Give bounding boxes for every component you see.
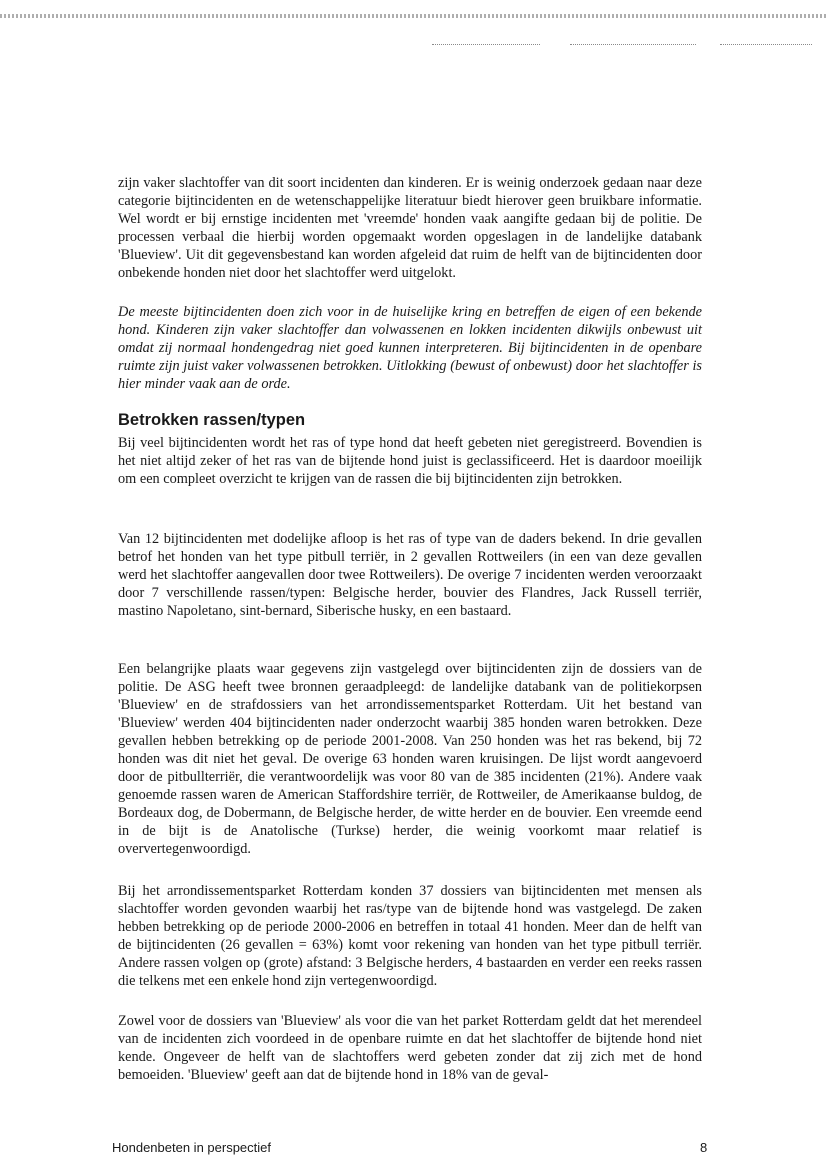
paragraph-1: zijn vaker slachtoffer van dit soort incidenten dan kinderen. Er is weinig onderzoek gedaan naar deze categorie bijtincidenten en de wetenschappelijke literatuur biedt hierover geen bruikbare informatie. Wel wordt er bij ernstige incidenten met 'vreemde' honden vaak aangifte gedaan bij de politie. De processen verbaal die hierbij worden opgemaakt worden opgeslagen in de landelijke databank 'Blueview'. Uit dit gegevensbestand kan worden afgeleid dat ruim de helft van de bijtincidenten door onbekende honden niet door het slachtoffer werd uitgelokt.: [118, 175, 702, 281]
header-rule-2: [570, 44, 696, 46]
footer-document-title: Hondenbeten in perspectief: [112, 1140, 272, 1155]
header-rule-3: [720, 44, 812, 46]
paragraph-3: Bij veel bijtincidenten wordt het ras of type hond dat heeft gebeten niet geregistreerd. Bovendien is het niet altijd zeker of het ras van de bijtende hond juist is geclassificeerd. Het is daardoor moeilijk om een compleet overzicht te krijgen van de rassen die bij bijtincidenten zijn betrokken.: [118, 435, 702, 487]
scan-edge-artifact: [0, 14, 826, 18]
paragraph-4: Van 12 bijtincidenten met dodelijke afloop is het ras of type van de daders bekend. In drie gevallen betrof het honden van het type pitbull terriër, in 2 gevallen Rottweilers (in een van deze gevallen werd het slachtoffer aangevallen door twee Rottweilers). De overige 7 incidenten werden veroorzaakt door 7 verschillende rassen/typen: Belgische herder, bouvier des Flandres, Jack Russell terriër, mastino Napoletano, sint-bernard, Siberische husky, en een bastaard.: [118, 531, 702, 619]
summary-paragraph: De meeste bijtincidenten doen zich voor in de huiselijke kring en betreffen de eigen of een bekende hond. Kinderen zijn vaker slachtoffer dan volwassenen en lokken incidenten dikwijls onbewust uit omdat zij normaal hondengedrag niet goed kunnen interpreteren. Bij bijtincidenten in de openbare ruimte zijn juist vaker volwassenen betrokken. Uitlokking (bewust of onbewust) door het slachtoffer is hier minder vaak aan de orde.: [118, 304, 702, 392]
section-heading: Betrokken rassen/typen: [118, 411, 306, 429]
footer-page-number: 8: [700, 1140, 708, 1155]
paragraph-6: Bij het arrondissementsparket Rotterdam konden 37 dossiers van bijtincidenten met mensen als slachtoffer worden gevonden waarbij het ras/type van de bijtende hond was vastgelegd. De zaken hebben betrekking op de periode 2000-2006 en betreffen in totaal 41 honden. Meer dan de helft van de bijtincidenten (26 gevallen = 63%) komt voor rekening van honden van het type pitbull terriër. Andere rassen volgen op (grote) afstand: 3 Belgische herders, 4 bastaarden en verder een reeks rassen die telkens met een enkele hond zijn vertegenwoordigd.: [118, 883, 702, 989]
header-rule-1: [432, 44, 540, 46]
paragraph-7: Zowel voor de dossiers van 'Blueview' als voor die van het parket Rotterdam geldt dat het merendeel van de incidenten zich voordeed in de openbare ruimte en dat het slachtoffer de bijtende hond niet kende. Ongeveer de helft van de slachtoffers werd gebeten zonder dat zij zich met de hond bemoeiden. 'Blueview' geeft aan dat de bijtende hond in 18% van de geval-: [118, 1013, 702, 1083]
paragraph-5: Een belangrijke plaats waar gegevens zijn vastgelegd over bijtincidenten zijn de dossiers van de politie. De ASG heeft twee bronnen geraadpleegd: de landelijke databank van de politiekorpsen 'Blueview' en de strafdossiers van het arrondissementsparket Rotterdam. Uit het bestand van 'Blueview' werden 404 bijtincidenten nader onderzocht waarbij 385 honden waren betrokken. Deze gevallen hebben betrekking op de periode 2001-2008. Van 250 honden was het ras bekend, bij 72 honden was dit niet het geval. De overige 63 honden waren kruisingen. De lijst wordt aangevoerd door de pitbullterriër, die verantwoordelijk was voor 80 van de 385 incidenten (21%). Andere vaak genoemde rassen waren de American Staffordshire terriër, de Rottweiler, de Amerikaanse buldog, de Bordeaux dog, de Dobermann, de Belgische herder, de witte herder en de bouvier. Een vreemde eend in de bijt is de Anatolische (Turkse) herder, die weinig voorkomt maar relatief is oververtegenwoordigd.: [118, 661, 702, 857]
